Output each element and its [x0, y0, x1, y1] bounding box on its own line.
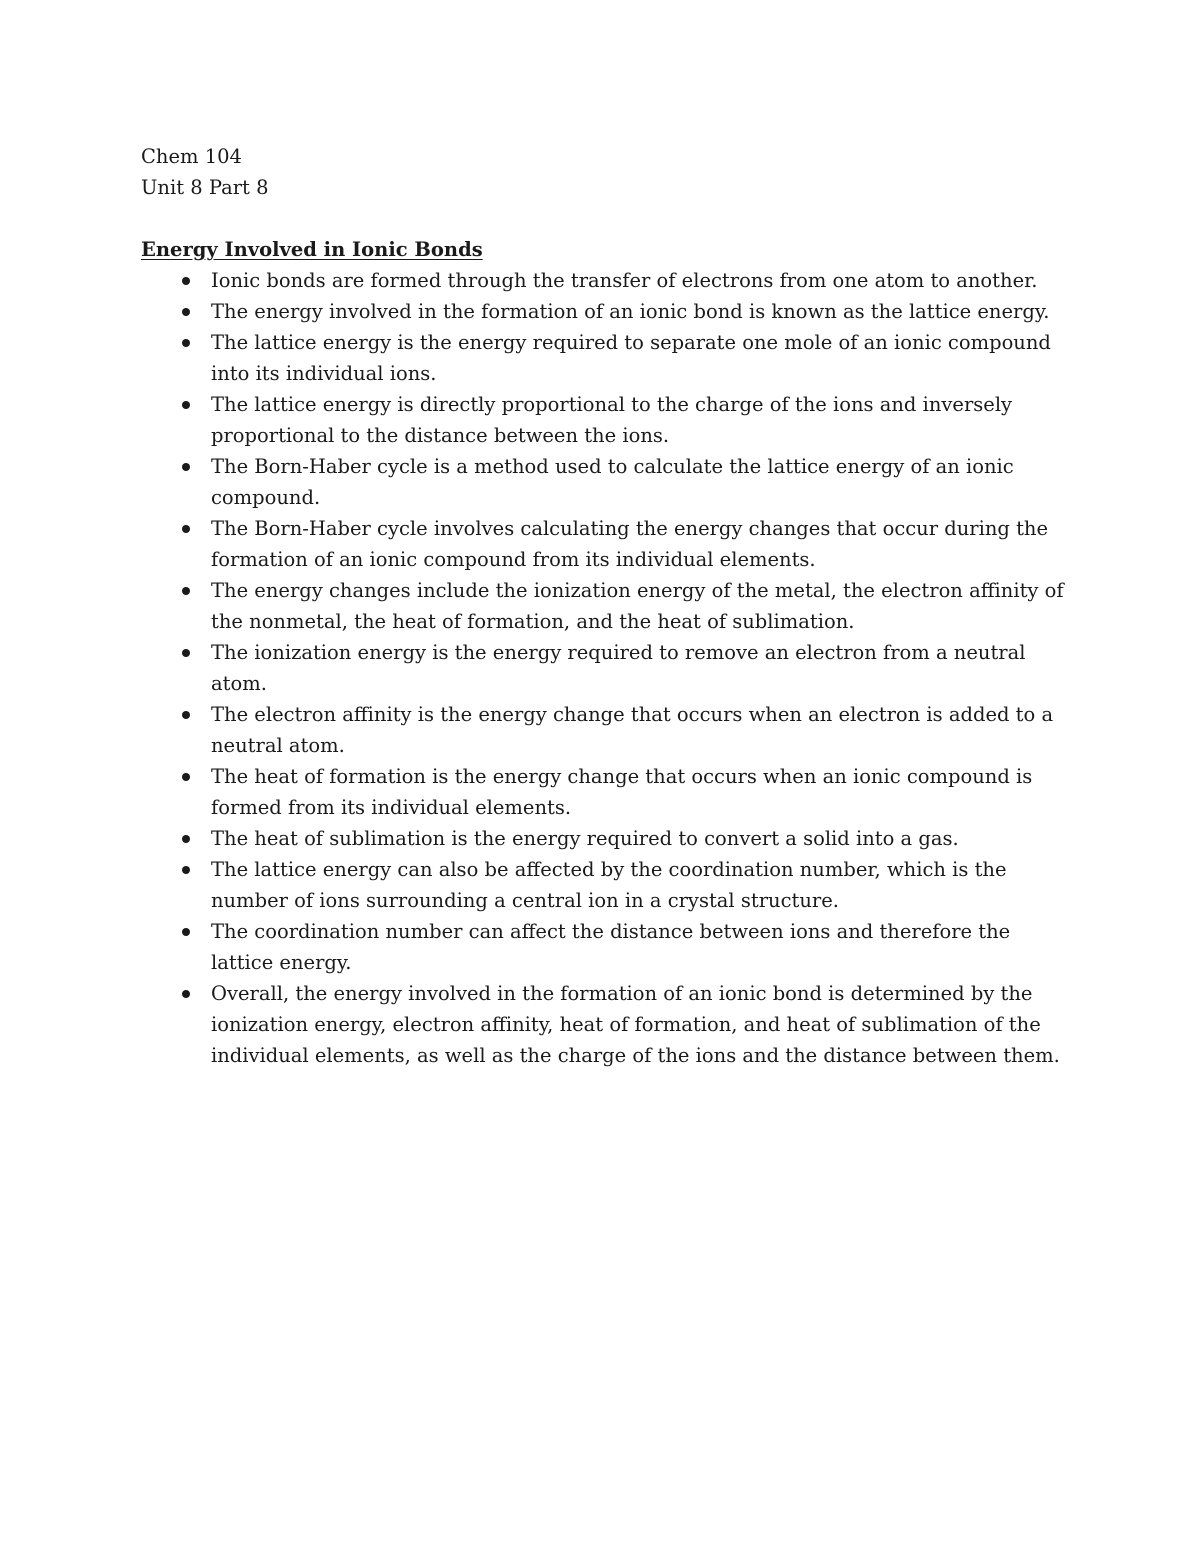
bullet-text: The ionization energy is the energy required to remove an electron from a neutral atom.	[211, 641, 1026, 695]
bullet-icon	[182, 463, 190, 471]
bullet-item	[141, 296, 1066, 327]
bullet-icon	[182, 835, 190, 843]
unit-label: Unit 8 Part 8	[141, 176, 269, 199]
bullet-text: Overall, the energy involved in the formation of an ionic bond is determined by the ionization energy, electron affinity, heat of formation, and heat of sublimation of the individual elements, as well as the charge of the ions and the distance between them.	[211, 982, 1060, 1067]
bullet-item	[141, 699, 1066, 761]
bullet-item	[141, 978, 1066, 1071]
bullet-item	[141, 451, 1066, 513]
bullet-text: The lattice energy can also be affected by the coordination number, which is the number of ions surrounding a central ion in a crystal structure.	[211, 858, 1007, 912]
bullet-text: The Born-Haber cycle is a method used to calculate the lattice energy of an ionic compound.	[211, 455, 1014, 509]
bullet-item	[141, 389, 1066, 451]
bullet-text: The heat of sublimation is the energy required to convert a solid into a gas.	[211, 827, 959, 850]
bullet-text: The Born-Haber cycle involves calculating the energy changes that occur during the formation of an ionic compound from its individual elements.	[211, 517, 1049, 571]
bullet-item	[141, 513, 1066, 575]
bullet-text: The heat of formation is the energy change that occurs when an ionic compound is formed from its individual elements.	[211, 765, 1033, 819]
bullet-item	[141, 265, 1066, 296]
bullet-text: The lattice energy is directly proportional to the charge of the ions and inversely proportional to the distance between the ions.	[211, 393, 1013, 447]
bullet-icon	[182, 990, 190, 998]
bullet-icon	[182, 866, 190, 874]
bullet-item	[141, 916, 1066, 978]
bullet-icon	[182, 928, 190, 936]
bullet-item	[141, 327, 1066, 389]
bullet-item	[141, 823, 1066, 854]
bullet-text: The electron affinity is the energy change that occurs when an electron is added to a neutral atom.	[211, 703, 1054, 757]
document-body	[141, 141, 1066, 1071]
bullet-item	[141, 637, 1066, 699]
bullet-icon	[182, 277, 190, 285]
bullet-icon	[182, 308, 190, 316]
bullet-icon	[182, 339, 190, 347]
bullet-text: The coordination number can affect the distance between ions and therefore the lattice energy.	[211, 920, 1011, 974]
section-heading: Energy Involved in Ionic Bonds	[141, 238, 483, 261]
bullet-icon	[182, 587, 190, 595]
bullet-item	[141, 854, 1066, 916]
bullet-icon	[182, 649, 190, 657]
bullet-list	[141, 265, 1066, 1071]
course-title: Chem 104	[141, 145, 242, 168]
bullet-text: The lattice energy is the energy required to separate one mole of an ionic compound into its individual ions.	[211, 331, 1051, 385]
bullet-icon	[182, 711, 190, 719]
bullet-icon	[182, 525, 190, 533]
bullet-icon	[182, 773, 190, 781]
bullet-item	[141, 761, 1066, 823]
blank-line	[141, 203, 1066, 234]
bullet-text: Ionic bonds are formed through the transfer of electrons from one atom to another.	[211, 269, 1038, 292]
bullet-text: The energy involved in the formation of an ionic bond is known as the lattice energy.	[211, 300, 1050, 323]
bullet-icon	[182, 401, 190, 409]
bullet-item	[141, 575, 1066, 637]
bullet-text: The energy changes include the ionization energy of the metal, the electron affinity of the nonmetal, the heat of formation, and the heat of sublimation.	[211, 579, 1064, 633]
